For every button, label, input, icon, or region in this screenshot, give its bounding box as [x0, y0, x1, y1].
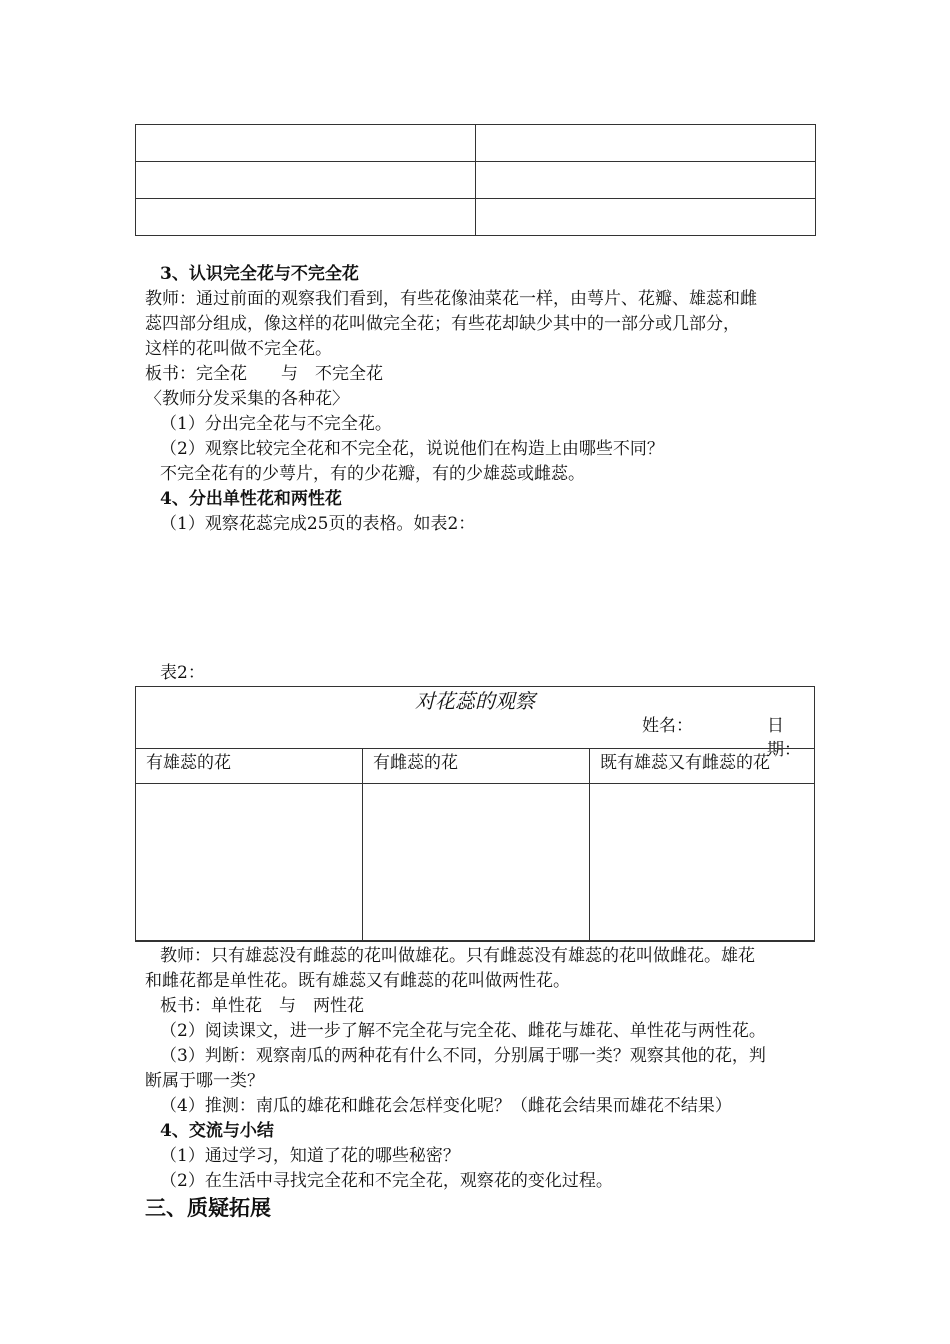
section4a-heading: 4、分出单性花和两性花 [160, 489, 342, 509]
section3-board: 板书：完全花 与 不完全花 [145, 364, 383, 384]
section4b-heading: 4、交流与小结 [160, 1121, 274, 1141]
table-header-row [136, 749, 815, 784]
date-label: 日期： [767, 716, 801, 760]
section-three-heading: 三、质疑拓展 [145, 1195, 271, 1220]
observation-table [135, 686, 815, 941]
table-cell [476, 199, 816, 236]
name-label: 姓名： [642, 716, 693, 736]
table-cell [136, 784, 363, 942]
table-cell [136, 199, 476, 236]
after-table-board: 板书：单性花 与 两性花 [160, 996, 364, 1016]
column-header: 有雄蕊的花 [136, 749, 363, 784]
after-table-item3-line: （3）判断：观察南瓜的两种花有什么不同，分别属于哪一类？观察其他的花，判 [160, 1046, 766, 1066]
table-row [136, 125, 816, 162]
section4b-item1: （1）通过学习，知道了花的哪些秘密？ [160, 1146, 460, 1166]
table-cell [136, 125, 476, 162]
observation-grid [135, 748, 815, 942]
section3-answer: 不完全花有的少萼片，有的少花瓣，有的少雄蕊或雌蕊。 [160, 464, 585, 484]
table-cell [476, 125, 816, 162]
section3-distribute: 〈教师分发采集的各种花〉 [145, 389, 349, 409]
section3-item2: （2）观察比较完全花和不完全花，说说他们在构造上由哪些不同？ [160, 439, 664, 459]
section3-teacher-line: 蕊四部分组成，像这样的花叫做完全花；有些花却缺少其中的一部分或几部分， [145, 314, 740, 334]
section3-teacher-line: 这样的花叫做不完全花。 [145, 339, 332, 359]
table2-caption: 表2： [160, 663, 205, 683]
table-row [136, 199, 816, 236]
table-row [136, 162, 816, 199]
section3-teacher-line: 教师：通过前面的观察我们看到，有些花像油菜花一样，由萼片、花瓣、雄蕊和雌 [145, 289, 757, 309]
after-table-teacher-line: 教师：只有雄蕊没有雌蕊的花叫做雄花。只有雌蕊没有雄蕊的花叫做雌花。雄花 [160, 946, 755, 966]
section4b-item2: （2）在生活中寻找完全花和不完全花，观察花的变化过程。 [160, 1171, 613, 1191]
after-table-item3-line: 断属于哪一类？ [145, 1071, 264, 1091]
after-table-item4: （4）推测：南瓜的雄花和雌花会怎样变化呢？（雌花会结果而雄花不结果） [160, 1096, 732, 1116]
table-cell [476, 162, 816, 199]
table-cell [363, 784, 590, 942]
table-cell [136, 162, 476, 199]
observation-table-title: 对花蕊的观察 [415, 689, 535, 713]
column-header: 既有雄蕊又有雌蕊的花 [590, 749, 815, 784]
section4a-item1: （1）观察花蕊完成25页的表格。如表2： [160, 514, 476, 534]
section3-item1: （1）分出完全花与不完全花。 [160, 414, 392, 434]
section3-heading: 3、认识完全花与不完全花 [160, 264, 359, 284]
column-header: 有雌蕊的花 [363, 749, 590, 784]
table-row [136, 784, 815, 942]
after-table-teacher-line: 和雌花都是单性花。既有雄蕊又有雌蕊的花叫做两性花。 [145, 971, 570, 991]
empty-table [135, 124, 816, 236]
table-cell [590, 784, 815, 942]
after-table-item2: （2）阅读课文，进一步了解不完全花与完全花、雌花与雄花、单性花与两性花。 [160, 1021, 766, 1041]
